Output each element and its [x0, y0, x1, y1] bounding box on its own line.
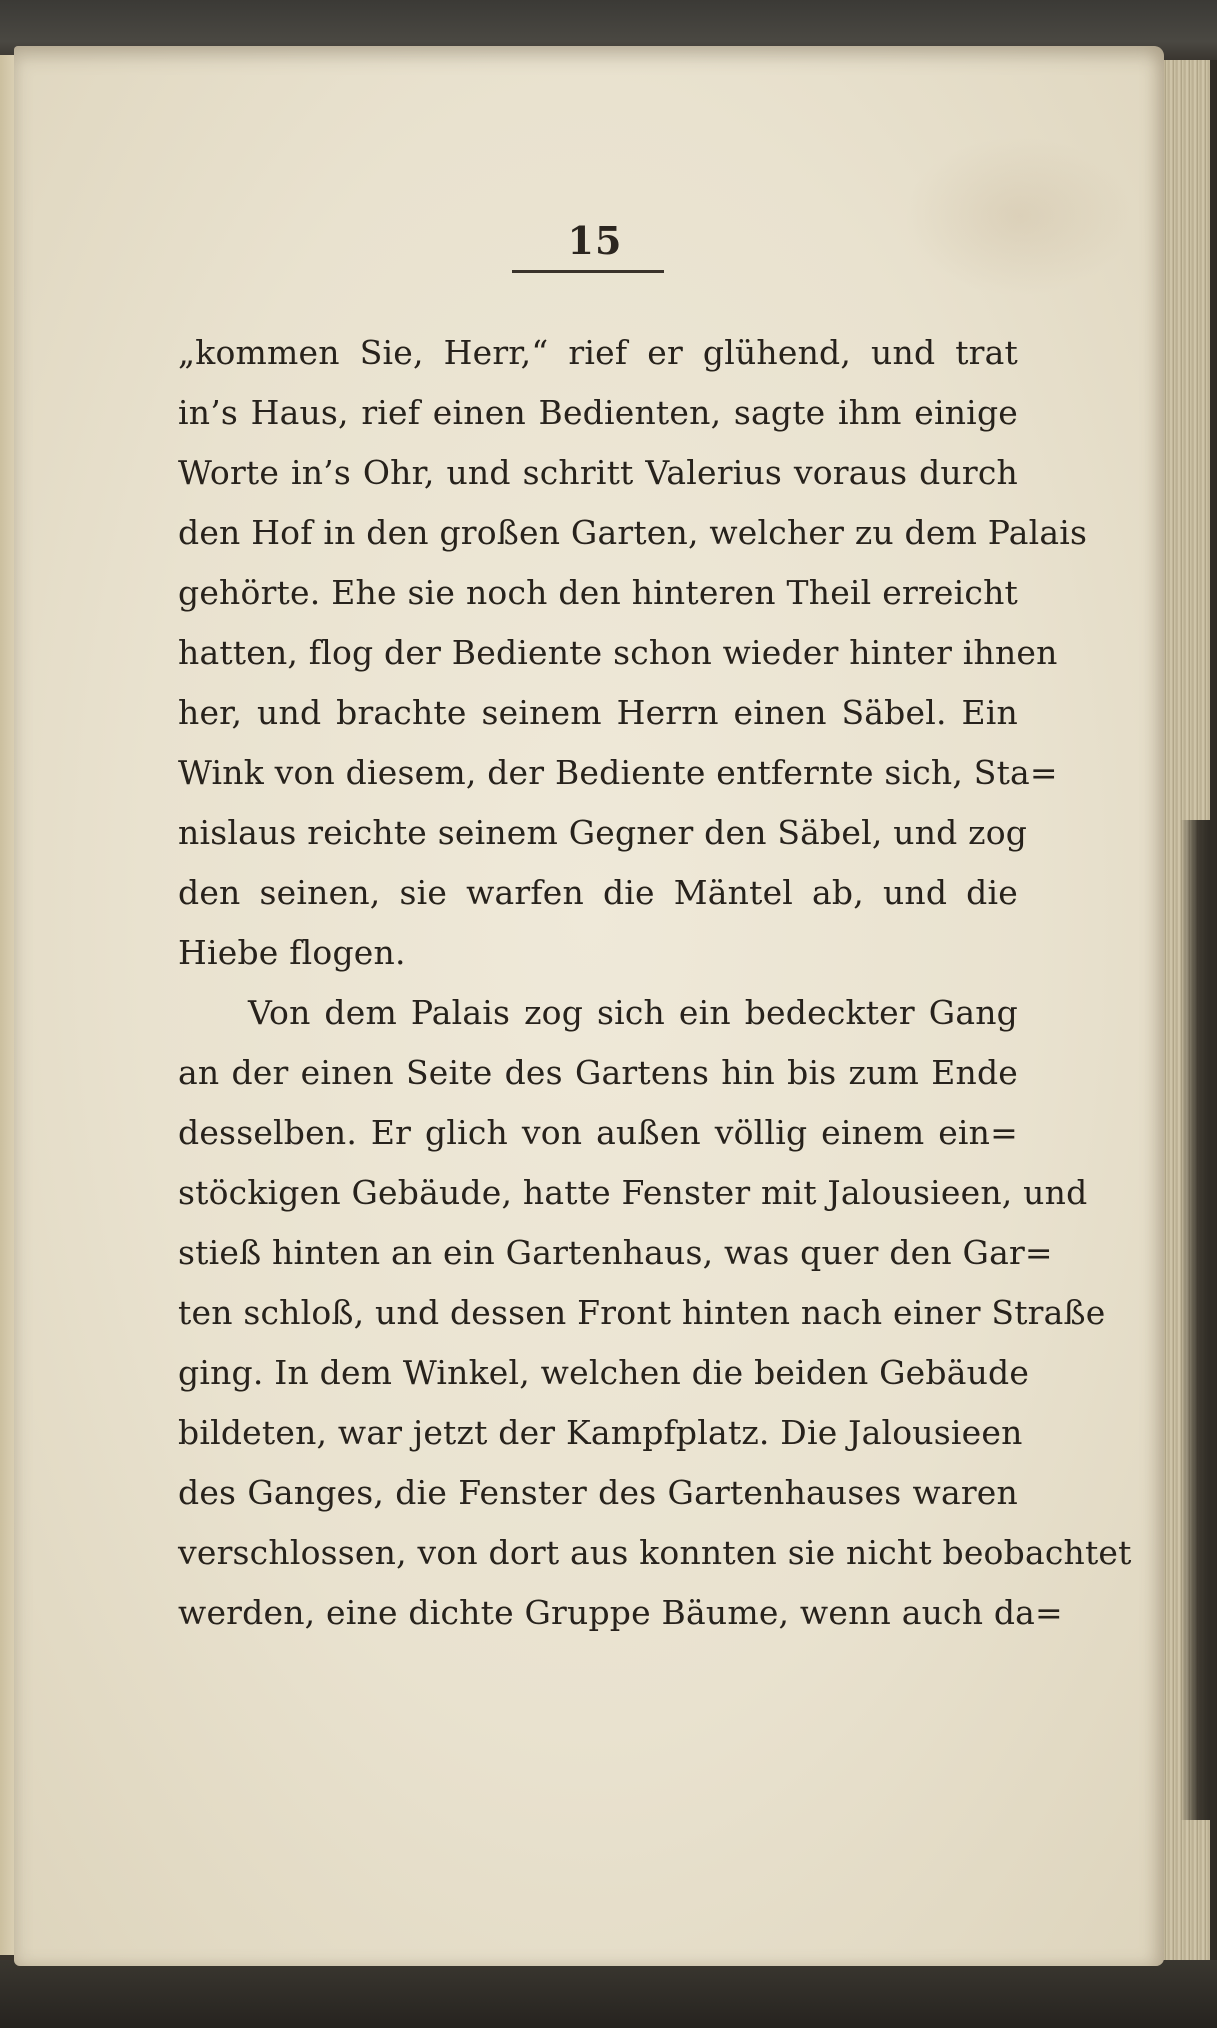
text-line: her, und brachte seinem Herrn einen Säbel. Ein [178, 693, 1018, 732]
text-line: nislaus reichte seinem Gegner den Säbel, und zog [178, 813, 1028, 852]
text-line: Hiebe flogen. [178, 933, 406, 972]
text-line: den Hof in den großen Garten, welcher zu dem Palais [178, 513, 1088, 552]
text-line: „kommen Sie, Herr,“ rief er glühend, und trat [178, 333, 1018, 372]
text-line: des Ganges, die Fenster des Gartenhauses waren [178, 1473, 1018, 1512]
text-line: den seinen, sie warfen die Mäntel ab, und die [178, 873, 1018, 912]
text-line: stöckigen Gebäude, hatte Fenster mit Jalousieen, und [178, 1173, 1088, 1212]
page-edge-shadow [1180, 820, 1210, 1820]
text-line: verschlossen, von dort aus konnten sie nicht beobachtet [178, 1533, 1132, 1572]
paper-stain [904, 136, 1134, 296]
text-line: in’s Haus, rief einen Bedienten, sagte ihm einige [178, 393, 1018, 432]
page-number: 15 [567, 218, 623, 263]
text-line: werden, eine dichte Gruppe Bäume, wenn auch da= [178, 1593, 1063, 1632]
text-line: an der einen Seite des Gartens hin bis zum Ende [178, 1053, 1018, 1092]
text-line: bildeten, war jetzt der Kampfplatz. Die Jalousieen [178, 1413, 1023, 1452]
text-line: Von dem Palais zog sich ein bedeckter Gang [248, 993, 1018, 1032]
text-line: ging. In dem Winkel, welchen die beiden Gebäude [178, 1353, 1030, 1392]
body-text [178, 323, 1132, 1643]
text-line: stieß hinten an ein Gartenhaus, was quer den Gar= [178, 1233, 1053, 1272]
text-line: ten schloß, und dessen Front hinten nach einer Straße [178, 1293, 1106, 1332]
text-line: hatten, flog der Bediente schon wieder hinter ihnen [178, 633, 1058, 672]
text-line: Wink von diesem, der Bediente entfernte sich, Sta= [178, 753, 1058, 792]
text-line: Worte in’s Ohr, und schritt Valerius voraus durch [178, 453, 1018, 492]
book-cover-bottom-edge [0, 1960, 1217, 2028]
text-line: desselben. Er glich von außen völlig einem ein= [178, 1113, 1018, 1152]
page-number-rule [512, 270, 664, 273]
text-line: gehörte. Ehe sie noch den hinteren Theil erreicht [178, 573, 1018, 612]
